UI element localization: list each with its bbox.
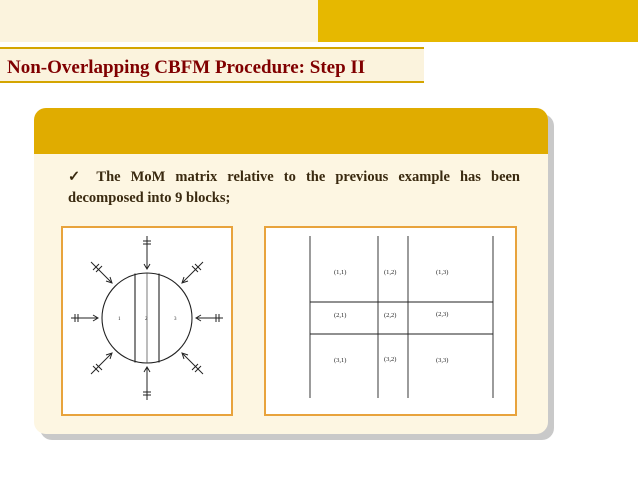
block-matrix-diagram	[266, 228, 515, 414]
top-decor-right	[318, 0, 638, 42]
block-matrix-figure	[264, 226, 517, 416]
matrix-cell-3-2: (3,2)	[384, 356, 397, 363]
bullet-text: The MoM matrix relative to the previous example has been decomposed into 9 blocks;	[68, 169, 520, 206]
content-panel	[34, 108, 548, 434]
top-decor-left	[0, 0, 318, 42]
checkmark-icon: ✓	[68, 169, 87, 185]
matrix-cell-2-1: (2,1)	[334, 312, 347, 319]
matrix-cell-1-3: (1,3)	[436, 269, 449, 276]
matrix-cell-3-3: (3,3)	[436, 357, 449, 364]
matrix-cell-1-1: (1,1)	[334, 269, 347, 276]
circle-geometry-figure	[61, 226, 233, 416]
circle-geometry-diagram	[63, 228, 231, 414]
region-label-2: 2	[145, 317, 148, 322]
matrix-cell-3-1: (3,1)	[334, 357, 347, 364]
title-band	[0, 47, 424, 83]
region-label-1: 1	[118, 317, 121, 322]
bullet-point	[68, 167, 520, 209]
slide-title: Non-Overlapping CBFM Procedure: Step II	[7, 57, 366, 78]
region-label-3: 3	[174, 317, 177, 322]
matrix-cell-2-2: (2,2)	[384, 312, 397, 319]
matrix-cell-1-2: (1,2)	[384, 269, 397, 276]
panel-header	[34, 108, 548, 154]
matrix-cell-2-3: (2,3)	[436, 311, 449, 318]
